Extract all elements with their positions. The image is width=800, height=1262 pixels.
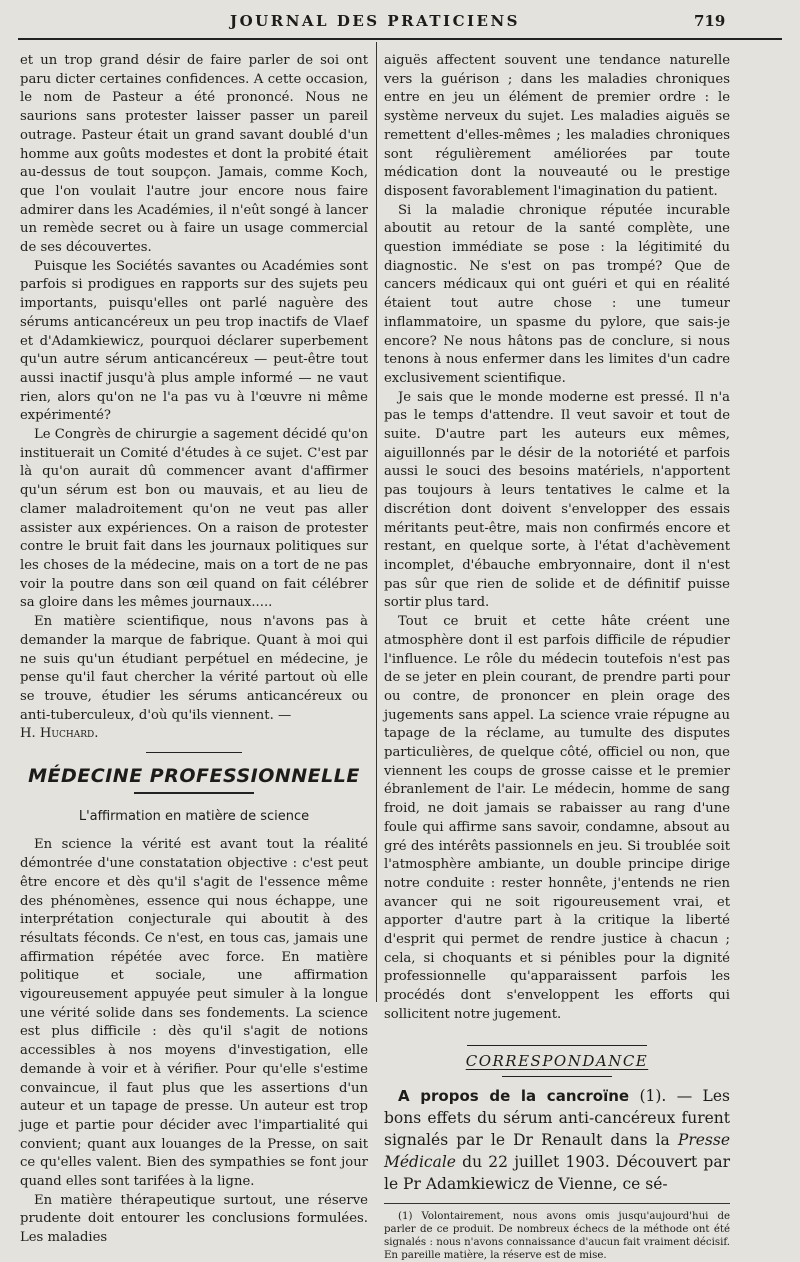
- paragraph: En science la vérité est avant tout la réalité démontrée d'une constatation objective : c'est peut être encore et dès qu'il s'agit de l'essence même des phénomènes, essence qui nous échappe, une interprétation conjecturale qui aboutit à des résultats féconds. Ce n'est, en tous cas, jamais une affirmation répétée avec force. En matière politique et sociale, une affirmation vigoureusement appuyée peut simuler à la longue une vérité solide dans ses fondements. La science est plus difficile : dès qu'il s'agit de notions accessibles à nos moyens d'investigation, elle demande à voir et à vérifier. Pour qu'elle s'estime convaincue, il faut plus que les assertions d'un auteur et un tapage de presse. Un auteur est trop juge et partie pour décider avec l'impartialité qui convient; quant aux louanges de la Presse, on sait ce qu'elles valent. Bien des sympathies se font jour quand elles sont tarifées à la ligne.: [20, 837, 368, 1190]
- paragraph: et un trop grand désir de faire parler de soi ont paru dicter certaines confidences. A cette occasion, le nom de Pasteur a été prononcé. Nous ne saurions sans protester laisser passer un pareil outrage. Pasteur était un grand savant doublé d'un homme aux goûts modestes et dont la probité était au-dessus de tout soupçon. Jamais, comme Koch, que l'on voulait l'autre jour encore nous faire admirer dans les Académies, il n'eût songé à lancer un remède secret ou à faire un usage commercial de ses découvertes.: [20, 53, 368, 256]
- footnote-reference: (1).: [639, 1087, 667, 1106]
- paragraph: Le Congrès de chirurgie a sagement décidé qu'on instituerait un Comité d'études à ce sujet. C'est par là qu'on aurait dû commencer avant d'affirmer qu'un sérum est bon ou mauvais, et au lieu de clamer maladroitement qu'on ne veut pas aller assister aux expériences. On a raison de protester contre le bruit fait dans les journaux politiques sur les choses de la médecine, mais on a tort de ne pas voir la poutre dans son œil quand on fait célébrer sa gloire dans les mêmes journaux.....: [20, 427, 368, 611]
- separator-rule: [502, 1076, 612, 1077]
- section-title: MÉDECINE PROFESSIONNELLE: [28, 765, 360, 788]
- paragraph: En matière scientifique, nous n'avons pas à demander la marque de fabrique. Quant à moi qui ne suis qu'un étudiant perpétuel en médecine, je pense qu'il faut chercher la vérité partout où elle se trouve, étudier les sérums anticancéreux ou anti-tuberculeux, d'où qu'ils viennent. —: [20, 614, 368, 723]
- author-signature: H. Huchard.: [20, 726, 99, 742]
- right-column: [384, 52, 730, 1262]
- section-rule: [134, 792, 254, 794]
- journal-title: JOURNAL DES PRATICIENS: [230, 12, 520, 30]
- paragraph: Tout ce bruit et cette hâte créent une atmosphère dont il est parfois difficile de répudier l'influence. Le rôle du médecin toutefois n'est pas de se jeter en plein courant, de prendre parti pour ou contre, de prononcer en plein orage des jugements sans appel. La science vraie répugne au tapage de la réclame, au tumulte des disputes particulières, de quelque côté, officiel ou non, que viennent les coups de grosse caisse et le premier ébranlement de l'air. Le médecin, homme de sang froid, ne doit jamais se rabaisser au rang d'une foule qui affirme sans savoir, condamne, absout au gré des intérêts passionnels en jeu. Si troublée soit l'atmosphère ambiante, un double principe dirige notre conduite : rester honnête, j'entends ne rien avancer qui ne soit rigoureusement vrai, et apporter d'autre part à la critique la liberté d'esprit qui permet de rendre justice à chacun ; cela, si choquants et si pénibles pour la dignité professionnelle qu'apparaissent parfois les procédés dont s'enveloppent les efforts qui sollicitent notre jugement.: [384, 614, 730, 1022]
- footnote-rule: [384, 1203, 730, 1204]
- left-column: [20, 52, 368, 1248]
- page-number: 719: [694, 12, 726, 30]
- correspondance-text: — Les bons effets du sérum anti-cancéreux furent signalés par le Dr Renault dans la: [384, 1087, 730, 1150]
- column-divider: [376, 42, 377, 1002]
- paragraph: aiguës affectent souvent une tendance naturelle vers la guérison ; dans les maladies chroniques entre en jeu un élément de premier ordre : le système nerveux du sujet. Les maladies aiguës se remettent d'elles-mêmes ; les maladies chroniques sont régulièrement améliorées par toute médication dont la nouveauté ou le prestige disposent favorablement l'imagination du patient.: [384, 53, 730, 199]
- correspondance-paragraph: [384, 1085, 730, 1195]
- paragraph: Si la maladie chronique réputée incurable aboutit au retour de la santé complète, une question immédiate se pose : la légitimité du diagnostic. Ne s'est on pas trompé? Que de cancers médicaux qui ont guéri et qui en réalité étaient tout autre chose : une tumeur inflammatoire, un spasme du pylore, que sais-je encore? Ne nous hâtons pas de conclure, si nous tenons à nous enfermer dans les limites d'un cadre exclusivement scientifique.: [384, 202, 730, 386]
- article-title: L'affirmation en matière de science: [78, 808, 310, 824]
- section-title: CORRESPONDANCE: [465, 1051, 649, 1070]
- paragraph: Puisque les Sociétés savantes ou Académies sont parfois si prodigues en rapports sur des sujets peu importants, puisqu'elles ont parlé naguère des sérums anticancéreux un peu trop inactifs de Vlaef et d'Adamkiewicz, pourquoi déclarer superbement qu'un autre sérum anticancéreux — peut-être tout aussi inactif jusqu'à plus ample informé — ne vaut rien, alors qu'on ne l'a pas vu à l'œuvre ni même expérimenté?: [20, 258, 368, 424]
- footnote: (1) Volontairement, nous avons omis jusqu'aujourd'hui de parler de ce produit. De nombreux échecs de la méthode ont été signalés : nous n'avons connaissance d'aucun fait vraiment décisif. En pareille matière, la réserve est de mise.: [384, 1211, 730, 1262]
- journal-name: Presse Médicale: [384, 1131, 730, 1172]
- separator-rule: [467, 1045, 647, 1046]
- paragraph: En matière thérapeutique surtout, une réserve prudente doit entourer les conclusions formulées. Les maladies: [20, 1192, 368, 1246]
- separator-rule: [146, 752, 242, 753]
- correspondance-heading: A propos de la cancroïne: [398, 1087, 630, 1106]
- page-header: [0, 0, 800, 36]
- header-rule: [18, 38, 782, 40]
- correspondance-text: du 22 juillet 1903. Découvert par le Pr Adamkiewicz de Vienne, ce sé-: [384, 1153, 730, 1194]
- paragraph: Je sais que le monde moderne est pressé. Il n'a pas le temps d'attendre. Il veut savoir et tout de suite. D'autre part les auteurs eux mêmes, aiguillonnés par le désir de la notoriété et parfois aussi le souci des besoins matériels, n'apportent pas toujours à leurs tentatives le calme et la discrétion dont doivent s'envelopper des essais méritants peut-être, mais non confirmés encore et restant, en quelque sorte, à l'état d'achèvement incomplet, d'ébauche embryonnaire, dont il n'est pas sûr que rien de solide et de définitif puisse sortir plus tard.: [384, 389, 730, 611]
